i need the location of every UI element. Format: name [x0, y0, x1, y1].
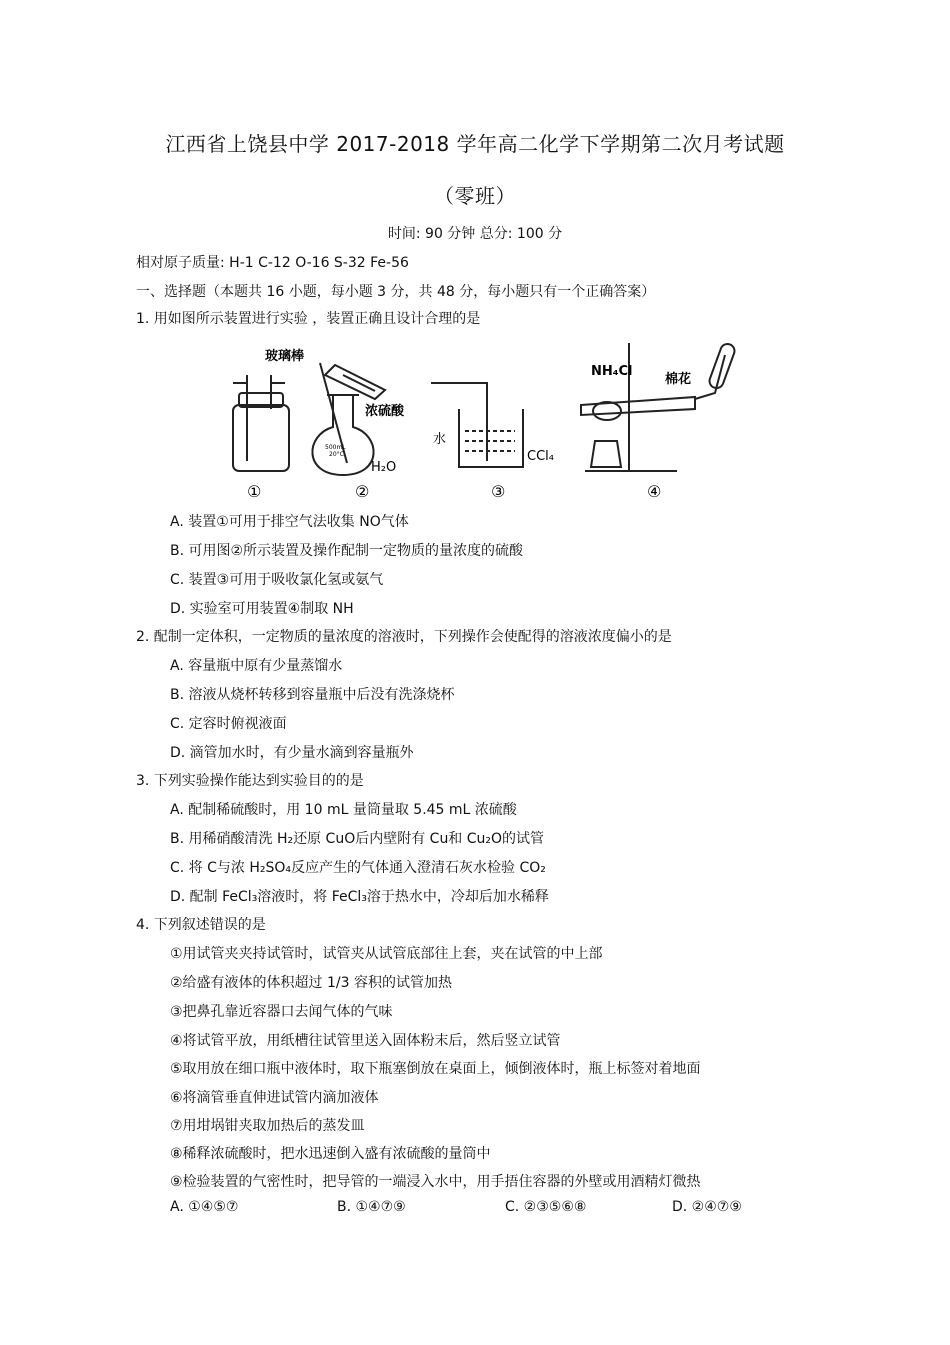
label-cotton: 棉花: [665, 372, 692, 387]
page-subtitle: （零班）: [434, 184, 516, 208]
q4-item-4: ④将试管平放，用纸槽往试管里送入固体粉末后，然后竖立试管: [170, 1033, 561, 1049]
question-4-stem: 4. 下列叙述错误的是: [136, 917, 266, 933]
q4-item-9: ⑨检验装置的气密性时，把导管的一端浸入水中，用手捂住容器的外壁或用酒精灯微热: [170, 1174, 701, 1190]
label-number-3: ③: [491, 482, 506, 501]
label-number-2: ②: [355, 482, 370, 501]
apparatus-3-beaker: [431, 383, 523, 467]
q1-option-a: A. 装置①可用于排空气法收集 NO气体: [170, 514, 409, 530]
q4-item-5: ⑤取用放在细口瓶中液体时，取下瓶塞倒放在桌面上，倾倒液体时，瓶上标签对着地面: [170, 1061, 701, 1077]
q3-option-b: B. 用稀硝酸清洗 H₂还原 CuO后内壁附有 Cu和 Cu₂O的试管: [170, 831, 545, 847]
section-heading: 一、选择题（本题共 16 小题，每小题 3 分，共 48 分，每小题只有一个正确答案）: [136, 284, 656, 300]
q4-item-1: ①用试管夹夹持试管时，试管夹从试管底部往上套，夹在试管的中上部: [170, 946, 603, 962]
q3-option-c: C. 将 C与浓 H₂SO₄反应产生的气体通入澄清石灰水检验 CO₂: [170, 860, 546, 876]
label-glass-rod: 玻璃棒: [265, 349, 305, 364]
apparatus-1-bottle: [233, 375, 289, 471]
q4-item-6: ⑥将滴管垂直伸进试管内滴加液体: [170, 1090, 379, 1106]
label-h2o: H₂O: [371, 460, 397, 475]
label-number-1: ①: [247, 482, 262, 501]
label-number-4: ④: [647, 482, 662, 501]
q4-choice-a: A. ①④⑤⑦: [170, 1199, 239, 1215]
apparatus-figure: [225, 335, 745, 505]
apparatus-2-flask: [312, 363, 385, 475]
q2-option-b: B. 溶液从烧杯转移到容量瓶中后没有洗涤烧杯: [170, 687, 455, 703]
label-water: 水: [433, 432, 447, 447]
q4-item-8: ⑧稀释浓硫酸时，把水迅速倒入盛有浓硫酸的量筒中: [170, 1146, 491, 1162]
q2-option-c: C. 定容时俯视液面: [170, 716, 287, 732]
question-2-stem: 2. 配制一定体积，一定物质的量浓度的溶液时，下列操作会使配得的溶液浓度偏小的是: [136, 629, 672, 645]
q4-item-2: ②给盛有液体的体积超过 1/3 容积的试管加热: [170, 975, 452, 991]
label-ccl4: CCl₄: [527, 449, 554, 464]
q4-item-3: ③把鼻孔靠近容器口去闻气体的气味: [170, 1004, 393, 1020]
q1-option-b: B. 可用图②所示装置及操作配制一定物质的量浓度的硫酸: [170, 543, 524, 559]
exam-meta: 时间: 90 分钟 总分: 100 分: [387, 226, 563, 242]
q3-option-d: D. 配制 FeCl₃溶液时，将 FeCl₃溶于热水中，冷却后加水稀释: [170, 889, 549, 905]
q4-choice-b: B. ①④⑦⑨: [337, 1199, 406, 1215]
q2-option-a: A. 容量瓶中原有少量蒸馏水: [170, 658, 343, 674]
label-flask-temp: 20°C: [329, 451, 344, 458]
q1-option-c: C. 装置③可用于吸收氯化氢或氨气: [170, 572, 384, 588]
q1-option-d: D. 实验室可用装置④制取 NH: [170, 601, 354, 617]
label-nh4cl: NH₄Cl: [591, 364, 633, 379]
q4-choice-c: C. ②③⑤⑥⑧: [505, 1199, 587, 1215]
atomic-mass-line: 相对原子质量: H-1 C-12 O-16 S-32 Fe-56: [136, 255, 409, 271]
q3-option-a: A. 配制稀硫酸时，用 10 mL 量筒量取 5.45 mL 浓硫酸: [170, 802, 517, 818]
q2-option-d: D. 滴管加水时，有少量水滴到容量瓶外: [170, 745, 414, 761]
q4-choice-d: D. ②④⑦⑨: [672, 1199, 742, 1215]
question-3-stem: 3. 下列实验操作能达到实验目的的是: [136, 773, 364, 789]
label-flask-volume: 500mL: [325, 444, 346, 451]
apparatus-svg: [225, 335, 745, 505]
label-conc-sulfuric-acid: 浓硫酸: [365, 404, 405, 419]
question-1-stem: 1. 用如图所示装置进行实验 ，装置正确且设计合理的是: [136, 311, 481, 327]
page-title: 江西省上饶县中学 2017-2018 学年高二化学下学期第二次月考试题: [165, 132, 785, 156]
apparatus-4-heating: [581, 342, 736, 471]
q4-item-7: ⑦用坩埚钳夹取加热后的蒸发皿: [170, 1118, 365, 1134]
